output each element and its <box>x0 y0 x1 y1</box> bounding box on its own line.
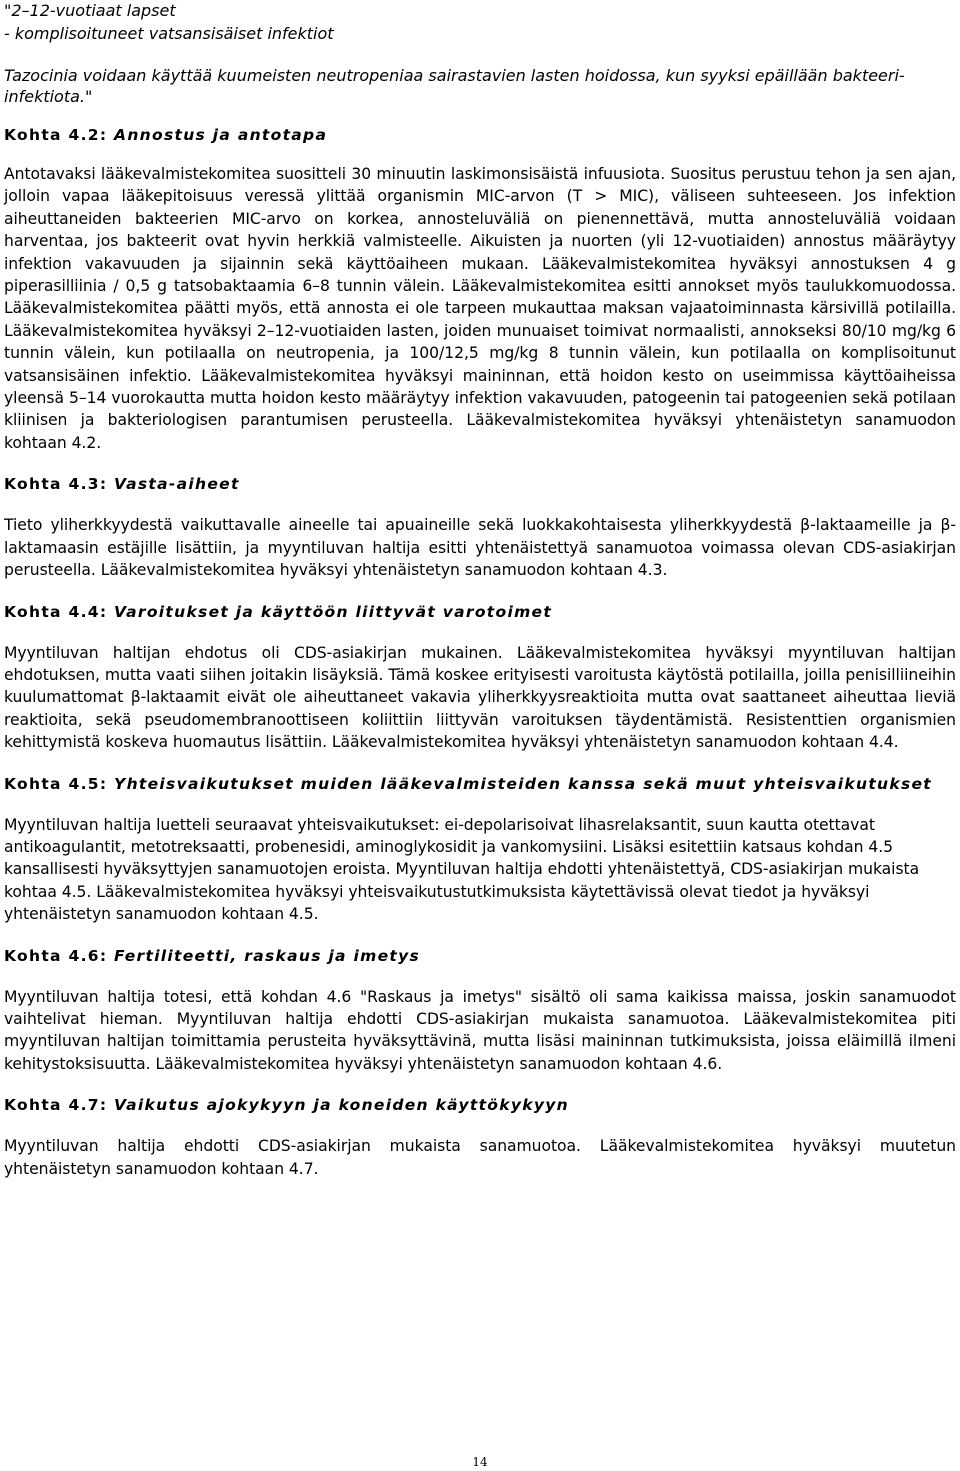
quoted-intro <box>4 0 956 107</box>
document-page <box>4 0 956 1180</box>
section-number: Kohta 4.5: <box>4 774 115 793</box>
section-heading-4-4 <box>4 601 956 623</box>
intro-line-statement: Tazocinia voidaan käyttää kuumeisten neutropeniaa sairastavien lasten hoidossa, kun syyksi epäillään bakteeri-infektiota." <box>4 66 905 106</box>
section-title: Annostus ja antotapa <box>114 126 328 144</box>
section-title: Fertiliteetti, raskaus ja imetys <box>114 946 421 965</box>
intro-line-indication: - komplisoituneet vatsansisäiset infektiot <box>4 23 334 43</box>
section-heading-4-3 <box>4 473 956 495</box>
section-title: Yhteisvaikutukset muiden lääkevalmisteiden kanssa sekä muut yhteisvaikutukset <box>114 774 933 793</box>
intro-line-age-group: "2–12-vuotiaat lapset <box>4 1 176 20</box>
section-number: Kohta 4.6: <box>4 946 115 965</box>
section-title: Vasta-aiheet <box>114 475 240 494</box>
page-number: 14 <box>472 1455 488 1469</box>
section-paragraph-4-6: Myyntiluvan haltija totesi, että kohdan 4.6 "Raskaus ja imetys" sisältö oli sama kaikissa maissa, joskin sanamuodot vaihtelivat hieman. Myyntiluvan haltija ehdotti CDS-asiakirjan mukaista sanamuotoa. Lääkevalmistekomitea piti myyntiluvan haltijan toimittamia perusteita hyväksyttävinä, mutta lisäsi maininnan tutkimuksista, joissa eläimillä ilmeni kehitystoksisuutta. Lääkevalmistekomitea hyväksyi yhtenäistetyn sanamuodon kohtaan 4.6. <box>4 987 956 1073</box>
section-heading-4-7 <box>4 1094 956 1116</box>
section-number: Kohta 4.2: <box>4 126 115 144</box>
section-heading-4-5 <box>4 773 956 795</box>
section-title: Varoitukset ja käyttöön liittyvät varotoimet <box>114 602 553 621</box>
section-number: Kohta 4.3: <box>4 475 115 494</box>
section-paragraph-4-5: Myyntiluvan haltija luetteli seuraavat yhteisvaikutukset: ei-depolarisoivat lihasrelaksantit, suun kautta otettavat antikoagulantit, metotreksaatti, probenesidi, aminoglykosidit ja vankomysiini. Lisäksi esitettiin katsaus kohdan 4.5 kansallisesti hyväksyttyjen sanamuotojen eroista. Myyntiluvan haltija ehdotti yhtenäistettyä, CDS-asiakirjan mukaista kohtaa 4.5. Lääkevalmistekomitea hyväksyi yhteisvaikutustutkimuksista käytettävissä olevat tiedot ja hyväksyi yhtenäistetyn sanamuodon kohtaan 4.5. <box>4 815 920 924</box>
section-title: Vaikutus ajokykyyn ja koneiden käyttökykyyn <box>114 1096 569 1115</box>
section-paragraph-4-7: Myyntiluvan haltija ehdotti CDS-asiakirjan mukaista sanamuotoa. Lääkevalmistekomitea hyväksyi muutetun yhtenäistetyn sanamuodon kohtaan 4.7. <box>4 1137 956 1178</box>
section-number: Kohta 4.7: <box>4 1096 115 1115</box>
section-paragraph-4-2: Antotavaksi lääkevalmistekomitea suositteli 30 minuutin laskimonsisäistä infuusiota. Suositus perustuu tehon ja sen ajan, jolloin vapaa lääkepitoisuus veressä ylittää organismin MIC-arvon (T > MIC), väliseen suhteeseen. Jos infektion aiheuttaneiden bakteerien MIC-arvo on korkea, annosteluväliä on pienennettävä, mutta annosteluväliä voidaan harventaa, jos bakteerit ovat hyvin herkkiä valmisteelle. Aikuisten ja nuorten (yli 12-vuotiaiden) annostus määräytyy infektion vakavuuden ja sijainnin sekä käyttöaiheen mukaan. Lääkevalmistekomitea hyväksyi annostuksen 4 g piperasilliinia / 0,5 g tatsobaktaamia 6–8 tunnin välein. Lääkevalmistekomitea esitti annokset myös taulukkomuodossa. Lääkevalmistekomitea päätti myös, että annosta ei ole tarpeen mukauttaa maksan vajaatoiminnasta kärsivillä potilailla. Lääkevalmistekomitea hyväksyi 2–12-vuotiaiden lasten, joiden munuaiset toimivat normaalisti, annokseksi 80/10 mg/kg 6 tunnin välein, kun potilaalla on neutropenia, ja 100/12,5 mg/kg 8 tunnin välein, kun potilaalla on komplisoitunut vatsansisäinen infektio. Lääkevalmistekomitea hyväksyi maininnan, että hoidon kesto on useimmissa käyttöaiheissa yleensä 5–14 vuorokautta mutta hoidon kesto määräytyy infektion vakavuuden, patogeenin tai patogeenien sekä potilaan kliinisen ja bakteriologisen parantumisen perusteella. Lääkevalmistekomitea hyväksyi yhtenäistetyn sanamuodon kohtaan 4.2. <box>4 165 956 452</box>
section-heading-4-2 <box>4 124 956 146</box>
section-paragraph-4-4: Myyntiluvan haltijan ehdotus oli CDS-asiakirjan mukainen. Lääkevalmistekomitea hyväksyi myyntiluvan haltijan ehdotuksen, mutta vaati siihen joitakin lisäyksiä. Tämä koskee erityisesti varoitusta käytöstä potilailla, joilla penisilliineihin kuulumattomat β-laktaamit eivät ole aiheuttaneet vakavia yliherkkyysreaktioita mutta ovat saattaneet aiheuttaa lieviä reaktioita, sekä pseudomembranoottiseen koliittiin liittyvän varoituksen täydentämistä. Resistenttien organismien kehittymistä koskeva huomautus lisättiin. Lääkevalmistekomitea hyväksyi yhtenäistetyn sanamuodon kohtaan 4.4. <box>4 643 956 752</box>
section-number: Kohta 4.4: <box>4 602 115 621</box>
section-heading-4-6 <box>4 945 956 967</box>
section-paragraph-4-3: Tieto yliherkkyydestä vaikuttavalle aineelle tai apuaineille sekä luokkakohtaisesta yliherkkyydestä β-laktaameille ja β-laktamaasin estäjille lisättiin, ja myyntiluvan haltija esitti yhtenäistettyä sanamuotoa voimassa olevan CDS-asiakirjan perusteella. Lääkevalmistekomitea hyväksyi yhtenäistetyn sanamuodon kohtaan 4.3. <box>4 516 956 580</box>
